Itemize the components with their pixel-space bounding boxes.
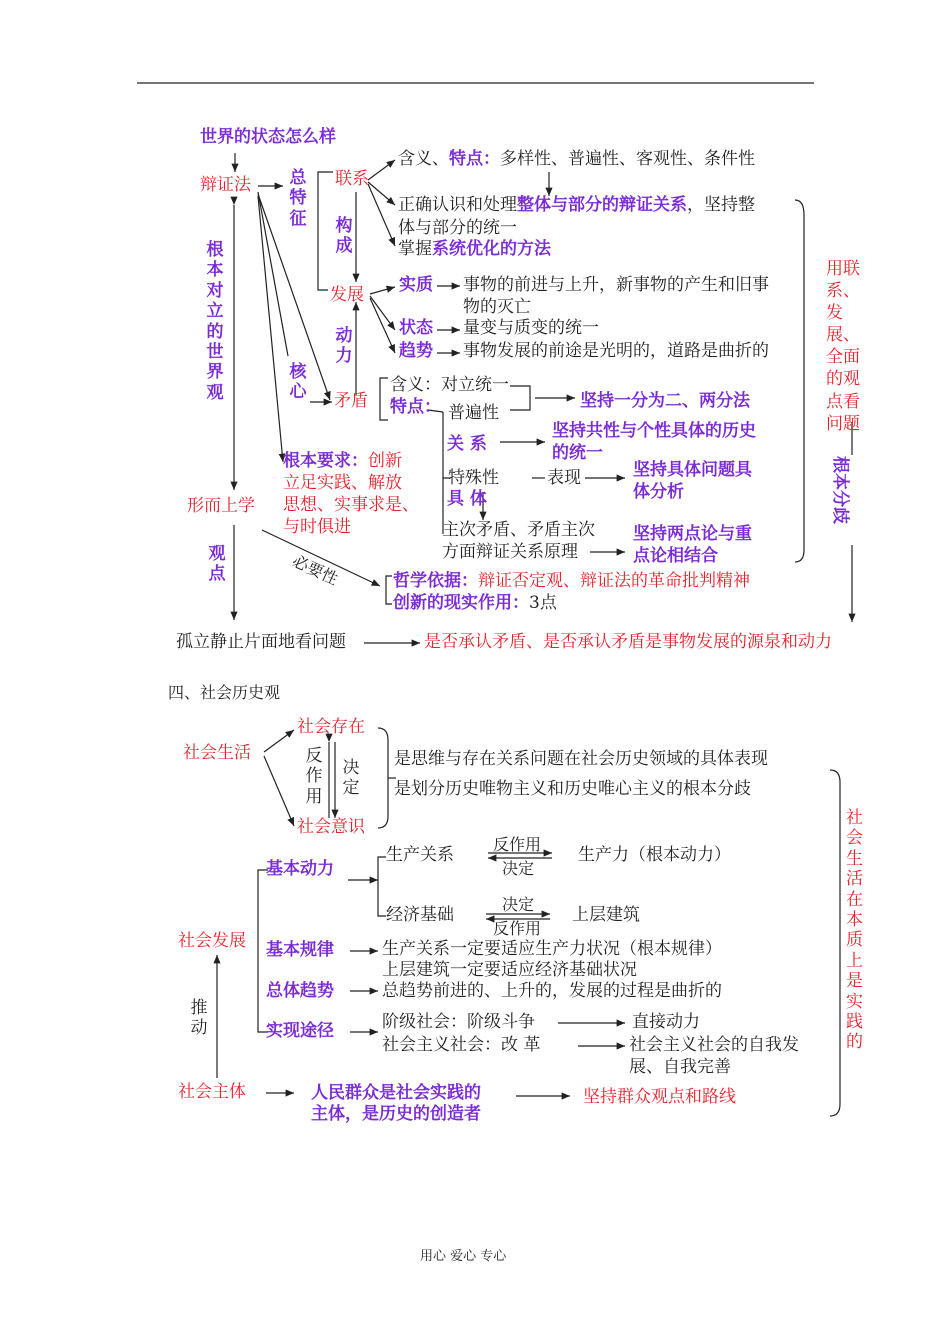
guandian-label: 观点 <box>208 544 226 585</box>
zhuci-text-2: 方面辩证关系原理 <box>442 542 578 562</box>
superstructure: 上层建筑 <box>572 905 640 925</box>
self-improvement-1: 社会主义社会的自我发 <box>629 1035 799 1055</box>
zhuangtai-label: 状态 <box>399 318 433 338</box>
result-universal-particular-2: 的统一 <box>552 443 603 463</box>
juti-label: 具 体 <box>447 489 487 509</box>
realization-path-label: 实现途径 <box>266 1021 334 1041</box>
result-concrete-analysis-1: 坚持具体问题具 <box>633 460 752 480</box>
isolated-view: 孤立静止片面地看问题 <box>176 632 346 652</box>
lianxi-line-3: 掌握系统优化的方法 <box>398 239 551 259</box>
people-masses-2: 主体，是历史的创造者 <box>311 1104 481 1124</box>
maodun-node: 矛盾 <box>334 391 368 411</box>
social-line-1: 是思维与存在关系问题在社会历史领域的具体表现 <box>394 749 768 769</box>
world-state-title: 世界的状态怎么样 <box>200 127 336 147</box>
requirement-line-3: 思想、实事求是、 <box>283 495 419 515</box>
guanxi-label: 关 系 <box>447 434 487 454</box>
philosophical-basis: 哲学依据：辩证否定观、辩证法的革命批判精神 <box>393 571 750 591</box>
social-development-node: 社会发展 <box>178 931 246 951</box>
fazhan-node: 发展 <box>330 285 364 305</box>
side-practice-label: 社会生活在本质上是实践的 <box>846 808 863 1053</box>
innovation-role: 创新的现实作用：3点 <box>393 593 557 613</box>
overall-trend-label: 总体趋势 <box>266 981 334 1001</box>
shizhi-text-2: 物的灭亡 <box>463 297 531 317</box>
relations-of-production: 生产关系 <box>386 845 454 865</box>
economic-base: 经济基础 <box>386 905 454 925</box>
maodun-meaning: 含义：对立统一 <box>390 375 509 395</box>
metaphysics-node: 形而上学 <box>187 496 255 516</box>
page-footer: 用心 爱心 专心 <box>420 1249 507 1264</box>
shizhi-label: 实质 <box>399 275 433 295</box>
dialectics-node: 辩证法 <box>200 175 251 195</box>
social-line-2: 是划分历史唯物主义和历史唯心主义的根本分歧 <box>394 779 751 799</box>
general-feature-label: 总特征 <box>289 168 307 229</box>
social-existence-node: 社会存在 <box>297 717 365 737</box>
necessity-label: 必要性 <box>289 551 341 589</box>
determine-vertical-label: 决定 <box>342 758 360 799</box>
law-line-1: 生产关系一定要适应生产力状况（根本规律） <box>382 939 722 959</box>
direct-driving-force: 直接动力 <box>632 1012 700 1032</box>
zhuci-text-1: 主次矛盾、矛盾主次 <box>442 520 595 540</box>
lianxi-line-2b: 体与部分的统一 <box>398 218 517 238</box>
self-improvement-2: 展、自我完善 <box>629 1057 731 1077</box>
zhuangtai-text: 量变与质变的统一 <box>463 318 599 338</box>
contradiction-question: 是否承认矛盾、是否承认矛盾是事物发展的源泉和动力 <box>424 632 832 652</box>
biaoxian-node: 表现 <box>547 468 581 488</box>
fundamental-divergence: 根本分歧 <box>830 456 850 524</box>
requirement-line-4: 与时俱进 <box>283 517 351 537</box>
teshuxing-node: 特殊性 <box>448 468 499 488</box>
people-masses-1: 人民群众是社会实践的 <box>311 1083 481 1103</box>
dongli-label: 动力 <box>335 326 353 367</box>
section-heading: 四、社会历史观 <box>168 683 281 702</box>
law-line-2: 上层建筑一定要适应经济基础状况 <box>382 960 637 980</box>
maodun-feature: 特点： <box>390 397 441 417</box>
mass-line-conclusion: 坚持群众观点和路线 <box>583 1087 736 1107</box>
basic-driving-force-label: 基本动力 <box>266 859 334 879</box>
result-two-points-1: 坚持两点论与重 <box>633 524 752 544</box>
lianxi-node: 联系 <box>335 169 369 189</box>
social-life-node: 社会生活 <box>183 743 251 763</box>
reaction-vertical-label: 反作用 <box>305 746 323 807</box>
hexin-label: 核心 <box>289 362 307 403</box>
determine-label-1: 决定 <box>502 859 535 878</box>
basic-law-label: 基本规律 <box>266 940 334 960</box>
result-concrete-analysis-2: 体分析 <box>633 482 684 502</box>
pubianxing-node: 普遍性 <box>448 403 499 423</box>
social-consciousness-node: 社会意识 <box>297 817 365 837</box>
socialist-society-path: 社会主义社会：改 革 <box>382 1035 541 1055</box>
side-view-label: 用联系、发展、全面的观点看问题 <box>826 259 860 434</box>
goucheng-label: 构成 <box>335 216 353 257</box>
trend-text: 总趋势前进的、上升的，发展的过程是曲折的 <box>382 981 722 1001</box>
push-label: 推动 <box>190 998 208 1039</box>
lianxi-line-2: 正确认识和处理整体与部分的辩证关系，坚持整 <box>398 195 755 215</box>
reaction-label-1: 反作用 <box>493 835 542 854</box>
lianxi-line-1: 含义、特点：多样性、普遍性、客观性、条件性 <box>398 149 755 169</box>
requirement-line-2: 立足实践、解放 <box>283 473 402 493</box>
shizhi-text-1: 事物的前进与上升，新事物的产生和旧事 <box>463 275 769 295</box>
fundamental-opposite-label: 根本对立的世界观 <box>206 240 224 403</box>
result-one-divides-two: 坚持一分为二、两分法 <box>580 391 750 411</box>
result-two-points-2: 点论相结合 <box>633 546 718 566</box>
fundamental-requirement: 根本要求：创新 <box>283 451 402 471</box>
social-subject-node: 社会主体 <box>178 1082 246 1102</box>
class-society-path: 阶级社会：阶级斗争 <box>382 1012 535 1032</box>
determine-label-2: 决定 <box>502 895 535 914</box>
reaction-label-2: 反作用 <box>493 919 542 938</box>
qushi-label: 趋势 <box>399 341 433 361</box>
qushi-text: 事物发展的前途是光明的，道路是曲折的 <box>463 341 769 361</box>
productive-forces: 生产力（根本动力） <box>578 845 731 865</box>
result-universal-particular-1: 坚持共性与个性具体的历史 <box>552 421 756 441</box>
